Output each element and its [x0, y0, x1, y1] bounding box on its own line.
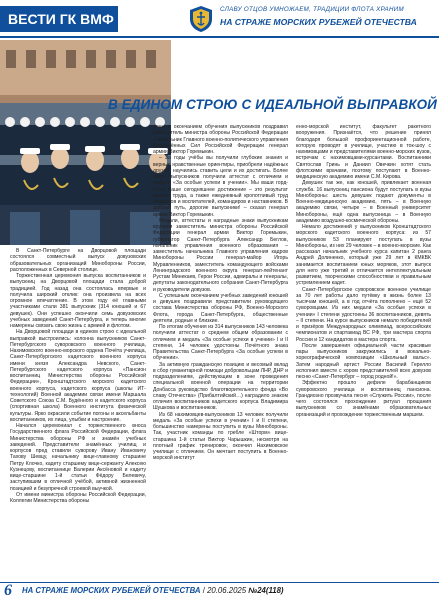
- paragraph: Девушек так же, как юношей, привлекает военная служба. 16 выпускниц пансиона будут поступать в вузы Минобороны: шесть девушек подают документы в Военно-медицинскую академию, пять – в Военную академию связи, четыре – в Военный университет Минобороны, ещё одна выпускница – в Военную академию воздушно-космической обороны.: [296, 180, 431, 224]
- page-number: 6: [4, 582, 12, 599]
- paragraph: От имени министра обороны Российской Федерации, Коллегии Министерства обороны: [10, 491, 146, 504]
- paragraph: В Санкт-Петербурге на Дворцовой площади состоялся совместный выпуск довузовских образовательных организаций Минобороны России, расположенных в Северной столице.: [10, 248, 146, 273]
- parade-photo: [0, 40, 171, 245]
- footer-issue: №24(118): [248, 586, 284, 595]
- header-slogan: СЛАВУ ОТЦОВ УМНОЖАЕМ, ТРАДИЦИИ ФЛОТА ХРАНИМ: [220, 6, 404, 13]
- paragraph: Эффектно прошло дефиле барабанщиков суворовского училища и воспитанниц пансиона. Грандиозно прозвучала песня «Служить России», после чего состоялся прохождение ритуал прощания выпускников со знамёнами образовательных организаций и прохождение торжественным маршем.: [296, 380, 431, 418]
- paragraph: Из 68 нахимовцев-выпускников 13 человек получили медаль «За особые успехи в учении» I и II степени, большинство намерены поступить в вузы Минобороны. Так, участник команды по гребле «Шторм» вице-старшина 1-й статьи Виктор Чарышкин, несмотря на плотный график тренировок, окончил Нахимовское училище с отличием. Он мечтает поступить в Военно-морской институт: [153, 411, 288, 462]
- paragraph: После завершения официальной части красивые пары выпускников закружились в вокально-хореографической композиции «Школьный вальс». Затем народный артист России Василий Герелло исполнил вместе с хором представителей всех довузов песню «Санкт-Петербург – город родной!».: [296, 342, 431, 380]
- footer-divider: [0, 582, 439, 583]
- paragraph: За активную гражданскую позицию и весомый вклад в сбор гуманитарной помощи добровольцам ЛНР, ДНР и подразделениям, действующим в зоне проведения специальной военной операции на территории Донбасса руководство благотворительного фонда «Во славу Отечества» (Прибалтийский…) наградило знаком отличия воспитанников кадетского корпуса Владимира Шушкова и воспитанников.: [153, 361, 288, 412]
- footer-publication-name: НА СТРАЖЕ МОРСКИХ РУБЕЖЕЙ ОТЕЧЕСТВА: [22, 586, 201, 595]
- paragraph: Торжественная церемония выпуска воспитанников и выпускниц на Дворцовой площади стала доброй традицией. Год назад она состоялась впервые и получила широкий отклик: она произвела на всех огромное впечатление. В этом году её главными участниками стали 381 выпускник (314 юношей и 67 девушек). Они успешно окончили семь довузовских учебных заведений Санкт-Петербурга, и теперь многие намерены связать свою жизнь с армией и флотом.: [10, 273, 146, 329]
- paragraph: Санкт-Петербургское суворовское военное училище за 70 лет работы дало путёвку в жизнь более 13 тысячам юношей, а в год отчёта пополнено – ещё 52 суворовцами. Из них медали «За особые успехи в учении» I степени удостоены 36 воспитанников, девять – II степени. На курсе выпускников немало победителей и призёров Международных олимпиад, всероссийских чемпионатов и спартакиад ВС РФ, три мастера спорта России и 12 кандидатов в мастера спорта.: [296, 286, 431, 343]
- footer-date: 20.06.2025: [207, 586, 247, 595]
- article-title: В ЕДИНОМ СТРОЮ С ИДЕАЛЬНОЙ ВЫПРАВКОЙ: [108, 97, 437, 112]
- header-publication: НА СТРАЖЕ МОРСКИХ РУБЕЖЕЙ ОТЕЧЕСТВА: [220, 17, 417, 27]
- article-column-1: [10, 248, 146, 578]
- paragraph: Немало достижений у выпускников Кронштадтского морского кадетского военного корпуса: из 57 выпускников 53 планируют поступать в вузы Минобороны, из них 29 человек – в военно-морские. Как рассказал начальник учебного курса капитан 2 ранга Андрей Долиненко, который уже 29 лет в КМКВК занимается воспитанием юных моряков, этот выпуск для него уже третий и отличается интеллектуальным развитием, творческими способностями и правильным устремлением кадет.: [296, 224, 431, 287]
- paragraph: Медали, аттестаты и наградные знаки выпускникам вручили заместитель министра обороны Российской Федерации генерал армии Виктор Горемыкин, губернатор Санкт-Петербурга Александр Беглов, начальник управления военного образования – заместитель начальника Главного управления кадров Минобороны России генерал-майор Игорь Муравленников, заместитель командующего войсками Ленинградского военного округа генерал-лейтенант Рустам Минекаев, Герои России, адмиралы и генералы, депутаты законодательного собрания Санкт-Петербурга и руководители довузов.: [153, 217, 288, 293]
- page-footer: [0, 582, 439, 600]
- section-tab: ВЕСТИ ГК ВМФ: [0, 6, 118, 32]
- page-header: [0, 0, 439, 38]
- paragraph: роны с окончанием обучения выпускников поздравил заместитель министра обороны Российской Федерации – начальник Главного военно-политического управления Вооружённых Сил Российской Федерации генерал армии Виктор Горемыкин.: [153, 124, 288, 155]
- paragraph: По итогам обучения из 314 выпускников 143 человека получили аттестат о среднем общем образовании с отличием и медаль «За особые успехи в учении» I и II степени, 14 человек удостоены Почётного знака Правительства Санкт-Петербурга «За особые успехи в обучении».: [153, 324, 288, 362]
- paragraph: Начался церемониал с торжественного вноса Государственного флага Российской Федерации, флага Министерства обороны РФ и знамён учебных заведений. Представители знамённых училищ и корпусов пред ставили суворову Ивану Ивановичу Тахову Шевцу, начальнику вице-главному старшине Петру Клочко, кадету старшему вице-сержанту Алексею Кузнецову, воспитаннице Валерии Аксёновой и кадету вице-старшине 1-й статьи Фёдору Белевичу, заступившим в отличной учёбой, активной жизненной позицией и безупречной строевой выучкой.: [10, 423, 146, 492]
- paragraph: енно-морской институт, факультет ракетного вооружения. Признаётся, что решение принял благодаря большой профориентационной работе, которую проводят в училище, участию в ток-шоу с нахимовцами и представителями военно-морских вузов, встречам с нахимовцами-курсантами. Воспитанники Святослав Гринь и Даниил Овечкин хотят стать флотскими врачами, поэтому поступают в Военно-медицинскую академию имени С.М. Кирова.: [296, 124, 431, 180]
- article-column-2: [153, 124, 288, 578]
- header-divider: [0, 36, 439, 38]
- paragraph: На Дворцовой площади в едином строю с идеальной выправкой выстроились: колонна выпускников Санкт-Петербургского суворовского военного училища, Нахимовского военно-морского ордена Почёта училища, Санкт-Петербургского кадетского военного корпуса имени князя Александра Невского, Санкт-Петербургского кадетского корпуса «Пансион воспитанниц Министерства обороны Российской Федерации», Кронштадтского морского кадетского военного корпуса, кадетского корпуса (школы ИТ-технологий) Военной академии связи имени Маршала Советского Союза С.М. Будённого и кадетского корпуса (спортивная школа) Военного института физической культуры. Ярко окрасили событие погоны и аксельбанты воспитанников, их лица, улыбки и настроение.: [10, 329, 146, 423]
- paragraph: – За годы учёбы вы получили глубокие знания и верные нравственные ориентиры, приобрели надёжных друзей, научились ставить цели и их достигать. Более трети выпускников получили аттестат с отличием и медаль «За особые успехи в учении». Мы ваши гордости! Ваше сегодняшнее достижение – это результат вашего труда, а также ежедневный кропотливый труд педагогов и воспитателей, командиров и наставников. В добрый путь, дорогие выпускники! – сказал генерал армии Виктор Горемыкин.: [153, 155, 288, 218]
- footer-publication: [22, 586, 284, 595]
- navy-emblem-icon: [188, 5, 214, 33]
- paragraph: С успешным окончанием учебных заведений юношей и девушек поздравили представители руководящего состава Министерства обороны РФ, Военно-Морского Флота, города Санкт-Петербурга, общественные деятели, родные и близкие.: [153, 292, 288, 324]
- article-column-3: [296, 124, 431, 578]
- footer-separator: /: [202, 586, 205, 595]
